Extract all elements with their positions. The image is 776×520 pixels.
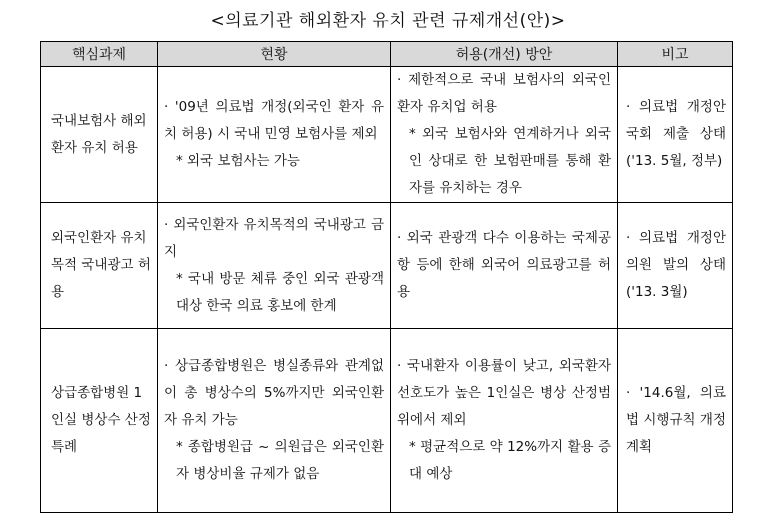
header-task: 핵심과제 [41,42,158,67]
table-row [41,203,733,329]
header-plan: 허용(개선) 방안 [391,42,618,67]
note-cell: · 의료법 개정안 국회 제출 상태 ('13. 5월, 정부) [618,67,733,203]
table-row [41,67,733,203]
status-subitem: * 국내 방문 체류 중인 외국 관광객 대상 한국 의료 홍보에 한계 [176,270,384,314]
page-title: <의료기관 해외환자 유치 관련 규제개선(안)> [210,11,566,31]
table-row [41,329,733,513]
plan-cell [391,203,618,329]
status-subitem: * 종합병원급 ~ 의원급은 외국인환자 병상비율 규제가 없음 [176,439,384,482]
status-cell [158,203,391,329]
note-cell: · '14.6월, 의료법 시행규칙 개정 계획 [618,329,733,513]
status-subitem: * 외국 보험사는 가능 [176,153,300,169]
header-status: 현황 [158,42,391,67]
task-cell: 국내보험사 해외환자 유치 허용 [41,67,158,203]
regulation-table [40,41,733,513]
plan-subitem: * 평균적으로 약 12%까지 활용 증대 예상 [409,439,611,482]
plan-item: · 국내환자 이용률이 낮고, 외국환자 선호도가 높은 1인실은 병상 산정범위에서 제외 [397,358,611,428]
status-item: · 외국인환자 유치목적의 국내광고 금지 [164,216,384,260]
note-cell: · 의료법 개정안 의원 발의 상태 ('13. 3월) [618,203,733,329]
plan-item: · 제한적으로 국내 보험사의 외국인환자 유치업 허용 [397,72,611,115]
header-note: 비고 [618,42,733,67]
status-item: · '09년 의료법 개정(외국인 환자 유치 허용) 시 국내 민영 보험사를 제외 [164,99,384,142]
plan-cell [391,67,618,203]
plan-item: · 외국 관광객 다수 이용하는 국제공항 등에 한해 외국어 의료광고를 허용 [397,230,611,300]
task-cell: 외국인환자 유치 목적 국내광고 허용 [41,203,158,329]
status-cell [158,329,391,513]
task-cell: 상급종합병원 1인실 병상수 산정 특례 [41,329,158,513]
plan-subitem: * 외국 보험사와 연계하거나 외국인 상대로 한 보험판매를 통해 환자를 유치하는 경우 [409,126,611,196]
plan-cell [391,329,618,513]
table-header-row [41,42,733,67]
status-cell [158,67,391,203]
status-item: · 상급종합병원은 병실종류와 관계없이 총 병상수의 5%까지만 외국인환자 유치 가능 [164,358,384,428]
